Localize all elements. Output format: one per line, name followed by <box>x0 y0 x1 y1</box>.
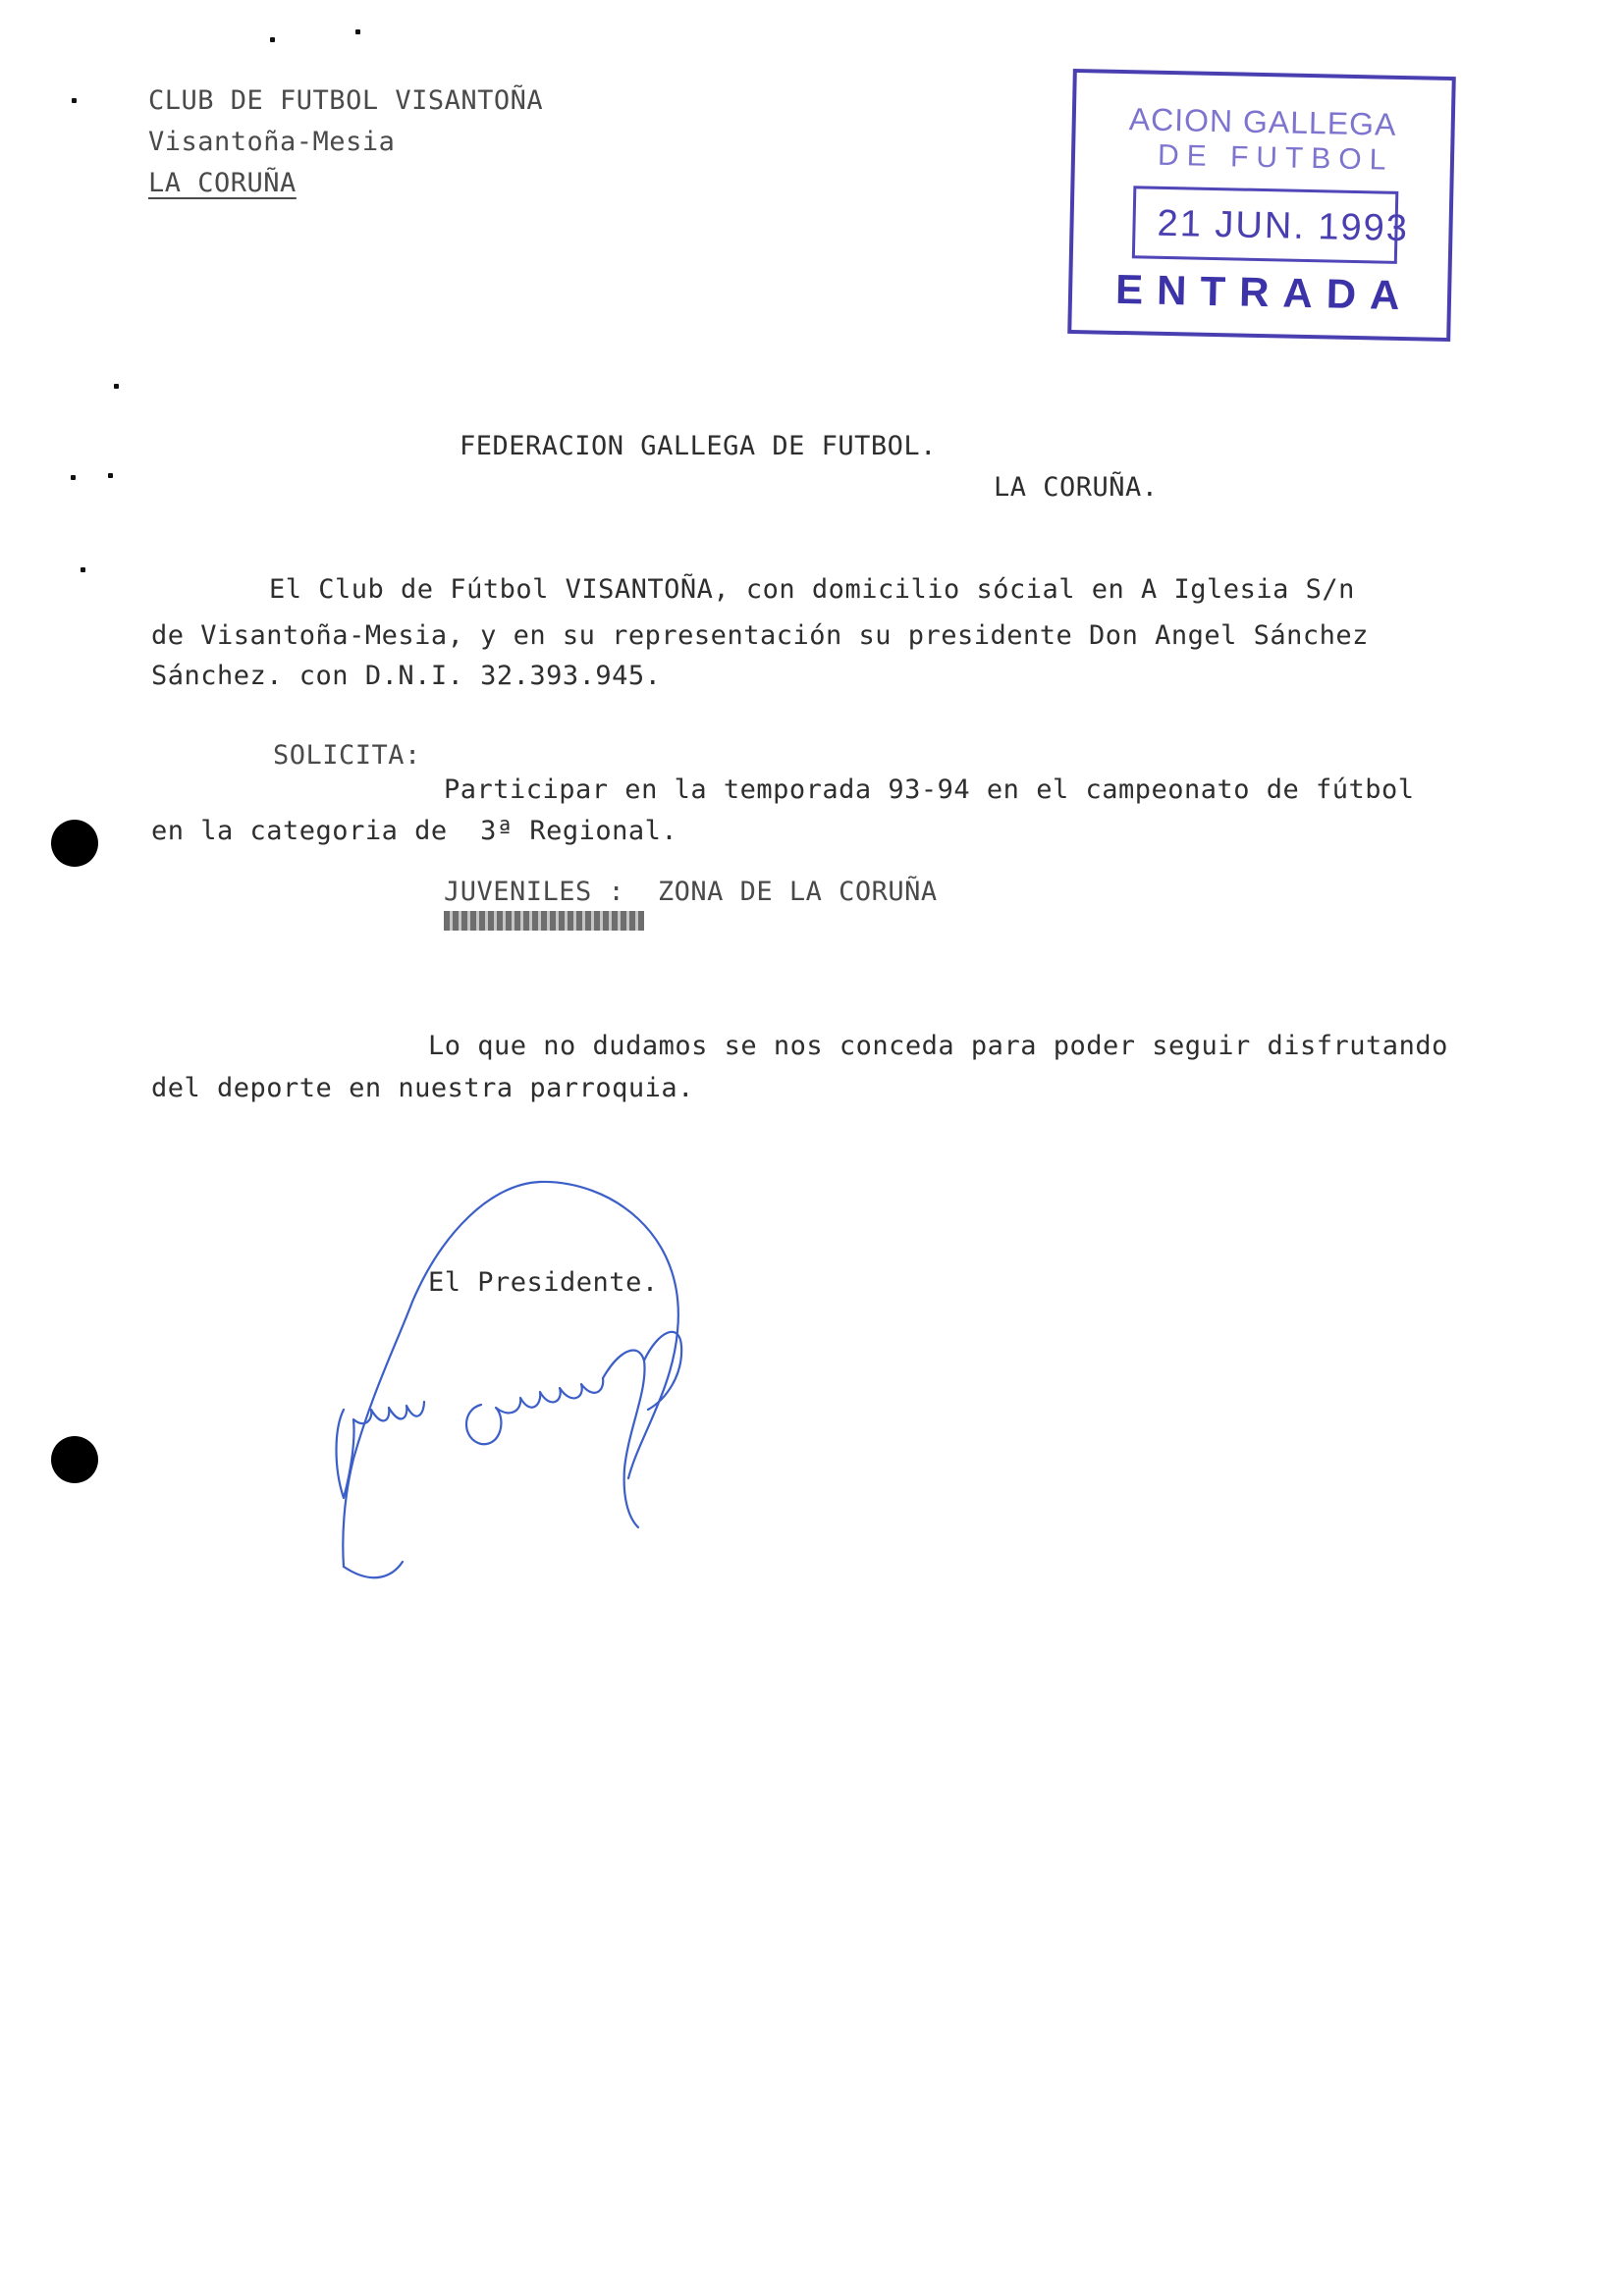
solicita-heading: SOLICITA: <box>273 740 421 771</box>
closing-line: Lo que no dudamos se nos conceda para poder seguir disfrutando <box>428 1031 1448 1061</box>
scan-speck <box>72 98 77 103</box>
letterhead-city: LA CORUÑA <box>148 168 297 198</box>
body-paragraph-line: de Visantoña-Mesia, y en su representación su presidente Don Angel Sánchez <box>151 620 1369 651</box>
closing-line: del deporte en nuestra parroquia. <box>151 1073 694 1103</box>
punch-hole-top <box>51 820 98 867</box>
scan-speck <box>114 384 119 389</box>
signature-title: El Presidente. <box>428 1267 659 1298</box>
scan-speck <box>108 473 113 478</box>
stamp-date: 21 JUN. 1993 <box>1157 202 1410 250</box>
category-zone: JUVENILES : ZONA DE LA CORUÑA <box>444 877 938 907</box>
letterhead-club-name: CLUB DE FUTBOL VISANTOÑA <box>148 85 544 116</box>
addressee-city: LA CORUÑA. <box>994 472 1159 503</box>
entry-stamp <box>1067 69 1456 342</box>
stamp-date-box <box>1132 186 1410 264</box>
stamp-organization: ACION GALLEGA <box>1128 101 1397 142</box>
request-line: en la categoria de 3ª Regional. <box>151 816 678 846</box>
punch-hole-bottom <box>51 1436 98 1483</box>
scan-speck <box>71 475 76 480</box>
request-line: Participar en la temporada 93-94 en el campeonato de fútbol <box>444 774 1415 805</box>
struck-out-text <box>444 911 644 931</box>
stamp-label: ENTRADA <box>1114 265 1414 319</box>
scan-speck <box>355 29 360 34</box>
body-paragraph-line: Sánchez. con D.N.I. 32.393.945. <box>151 661 662 691</box>
body-paragraph-line: El Club de Fútbol VISANTOÑA, con domicilio sócial en A Iglesia S/n <box>269 574 1355 605</box>
handwritten-signature <box>314 1174 707 1586</box>
scan-speck <box>81 567 85 572</box>
stamp-organization-sub: DE FUTBOL <box>1157 138 1394 177</box>
scan-speck <box>270 37 275 42</box>
letterhead-locality: Visantoña-Mesia <box>148 127 396 157</box>
addressee-name: FEDERACION GALLEGA DE FUTBOL. <box>460 431 937 461</box>
